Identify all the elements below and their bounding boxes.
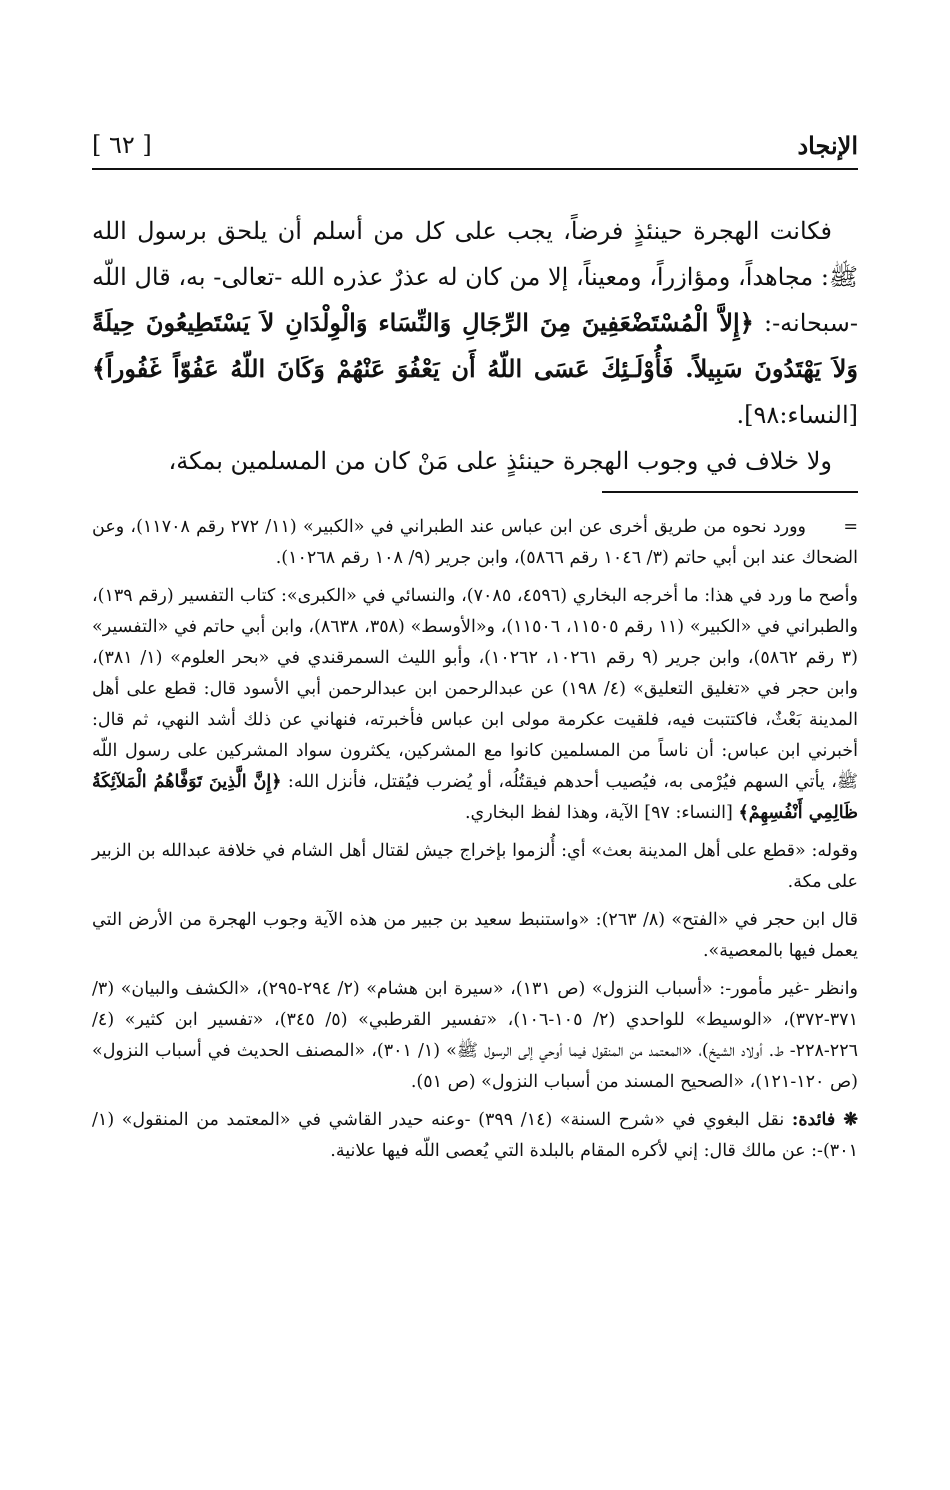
continuation-mark: = (843, 517, 858, 537)
footnote-ibn-hajar-text: قال ابن حجر في «الفتح» (٨/ ٢٦٣): «واستنبط سعيد بن جبير من هذه الآية وجوب الهجرة من الأرض التي يعمل فيها بالمعصية». (92, 910, 858, 961)
footnotes (92, 512, 858, 1174)
footnote-quran-verse: ﴿إِنَّ الَّذِينَ تَوَفَّاهُمُ الْمَلآئِكَةُ ظَالِمِي أَنْفُسِهِمْ﴾ (92, 772, 858, 823)
footnote-separator (602, 491, 858, 493)
footnote-references-text: وانظر -غير مأمور-: «أسباب النزول» (ص ١٣١)، «سيرة ابن هشام» (٢/ ٢٩٤-٢٩٥)، «الكشف والبيان» (٣/ ٣٧١-٣٧٢)، «الوسيط» للواحدي (٢/ ١٠٥-١٠٦)، «تفسير القرطبي» (٥/ ٣٤٥)، «تفسير ابن كثير» (٤/ ٢٢٦-٢٢٨- ط. أولاد الشيخ)، «المعتمد من المنقول فيما أوحي إلى الرسول ﷺ» (١/ ٣٠١)، «المصنف الحديث في أسباب النزول» (ص ١٢٠-١٢١)، «الصحيح المسند من أسباب النزول» (ص ٥١). (92, 979, 858, 1092)
footnote-paragraph-ibn-hajar (92, 905, 858, 967)
main-paragraph-1-text: فكانت الهجرة حينئذٍ فرضاً، يجب على كل من أسلم أن يلحق برسول الله ﷺ: مجاهداً، ومؤازراً، ومعيناً، إلا من كان له عذرٌ عذره الله -تعالى- به، قال اللّه -سبحانه-: (92, 217, 858, 337)
footnote-benefit-text: نقل البغوي في «شرح السنة» (١٤/ ٣٩٩) -وعنه حيدر القاشي في «المعتمد من المنقول» (١/ ٣٠١)-: عن مالك قال: إني لأكره المقام بالبلدة التي يُعصى اللّه فيها علانية. (92, 1110, 858, 1161)
running-title: الإنجاد (797, 130, 858, 160)
page-number: [ ٦٢ ] (92, 131, 152, 159)
main-paragraph-2 (92, 438, 858, 484)
main-text (92, 208, 858, 484)
footnote-explanation-text: وقوله: «قطع على أهل المدينة بعث» أي: أُلزموا بإخراج جيش لقتال أهل الشام في خلافة عبدالله بن الزبير على مكة. (92, 841, 858, 892)
footnote-continuation (92, 512, 858, 574)
footnote-paragraph-benefit (92, 1105, 858, 1167)
verse-reference: [النساء:٩٨]. (736, 401, 858, 429)
footnote-hadith-text: وأصح ما ورد في هذا: ما أخرجه البخاري (٤٥٩٦، ٧٠٨٥)، والنسائي في «الكبرى»: كتاب التفسير (رقم ١٣٩)، والطبراني في «الكبير» (١١ رقم ١١٥٠٥، ١١٥٠٦)، و«الأوسط» (٣٥٨، ٨٦٣٨)، وابن أبي حاتم في «التفسير» (٣ رقم ٥٨٦٢)، وابن جرير (٩ رقم ١٠٢٦١، ١٠٢٦٢)، وأبو الليث السمرقندي في «بحر العلوم» (١/ ٣٨١)، وابن حجر في «تغليق التعليق» (٤/ ١٩٨) عن عبدالرحمن ابن عبدالرحمن أبي الأسود قال: قطع على أهل المدينة بَعْثٌ، فاكتتبت فيه، فلقيت عكرمة مولى ابن عباس فأخبرته، فنهاني عن ذلك أشد النهي، ثم قال: أخبرني ابن عباس: أن ناساً من المسلمين كانوا مع المشركين، يكثرون سواد المشركين على رسول اللّه ﷺ، يأتي السهم فيُرْمى به، فيُصيب أحدهم فيقتُلُه، أو يُضرب فيُقتل، فأنزل الله: (92, 586, 858, 792)
page-header (92, 122, 858, 170)
quran-verse: ﴿إِلاَّ الْمُسْتَضْعَفِينَ مِنَ الرِّجَالِ وَالنِّسَاء وَالْوِلْدَانِ لاَ يَسْتَطِيعُونَ حِيلَةً وَلاَ يَهْتَدُونَ سَبِيلاً. فَأُوْلَـئِكَ عَسَى اللّهُ أَن يَعْفُوَ عَنْهُمْ وَكَانَ اللّهُ عَفُوّاً غَفُوراً﴾ (92, 308, 858, 383)
footnote-continuation-text: وورد نحوه من طريق أخرى عن ابن عباس عند الطبراني في «الكبير» (١١/ ٢٧٢ رقم ١١٧٠٨)، وعن الضحاك عند ابن أبي حاتم (٣/ ١٠٤٦ رقم ٥٨٦٦)، وابن جرير (٩/ ١٠٨ رقم ١٠٢٦٨). (92, 517, 858, 568)
footnote-hadith-ending: [النساء: ٩٧] الآية، وهذا لفظ البخاري. (464, 803, 739, 823)
main-paragraph-2-text: ولا خلاف في وجوب الهجرة حينئذٍ على مَنْ كان من المسلمين بمكة، (168, 447, 832, 475)
footnote-paragraph-explanation (92, 836, 858, 898)
benefit-label: ❋ فائدة: (791, 1110, 859, 1130)
footnote-paragraph-hadith (92, 581, 858, 829)
footnote-paragraph-references (92, 974, 858, 1098)
main-paragraph-1 (92, 208, 858, 438)
